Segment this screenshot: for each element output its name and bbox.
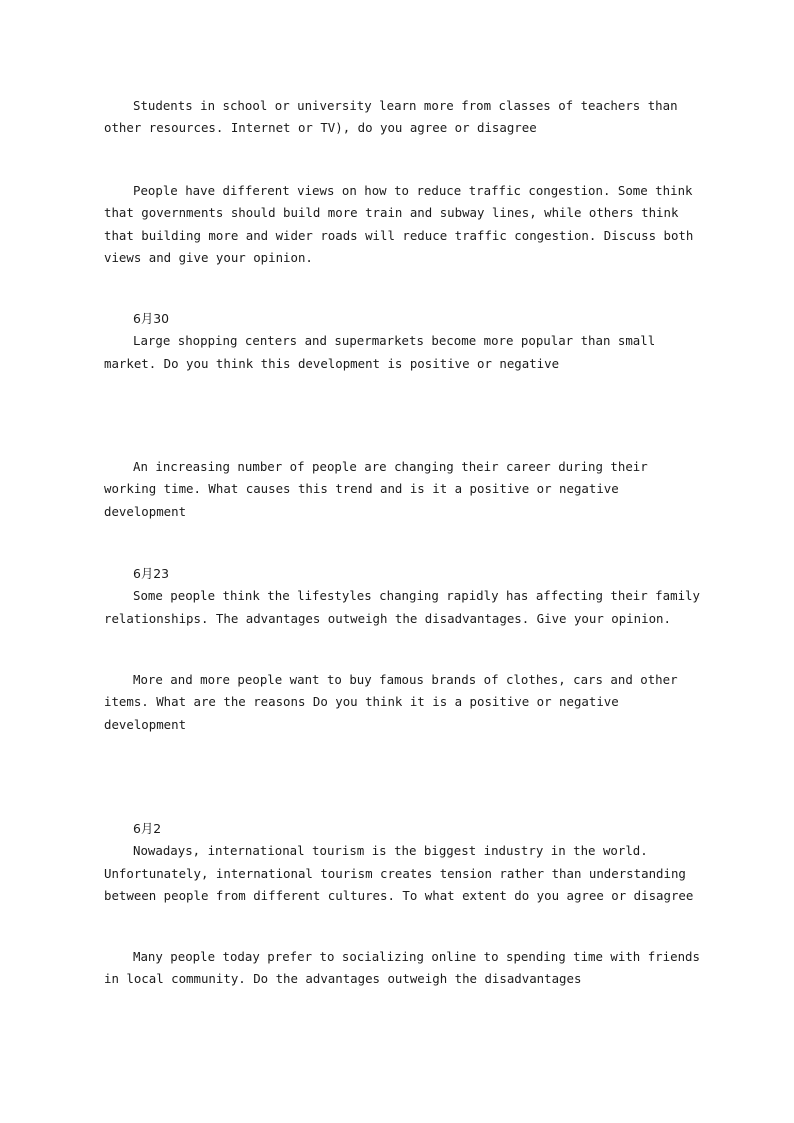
topic-2 bbox=[104, 180, 704, 269]
topic-line: Some people think the lifestyles changing rapidly has affecting their family bbox=[133, 588, 700, 604]
topic-line: relationships. The advantages outweigh the disadvantages. Give your opinion. bbox=[104, 610, 671, 626]
topic-4 bbox=[104, 456, 704, 523]
topic-line: market. Do you think this development is positive or negative bbox=[104, 355, 560, 371]
topic-line: Many people today prefer to socializing online to spending time with friends bbox=[133, 949, 700, 964]
topic-line: between people from different cultures. To what extent do you agree or disagree bbox=[104, 887, 694, 903]
topic-line: Large shopping centers and supermarkets become more popular than small bbox=[133, 333, 656, 349]
topic-line: views and give your opinion. bbox=[104, 249, 313, 265]
topic-line: An increasing number of people are changing their career during their bbox=[133, 459, 648, 474]
topic-line: Nowadays, international tourism is the biggest industry in the world. bbox=[133, 843, 648, 859]
topic-line: that governments should build more train and subway lines, while others think bbox=[104, 205, 679, 221]
date-heading: 6月23 bbox=[133, 566, 170, 581]
topic-5 bbox=[104, 563, 704, 630]
topic-line: in local community. Do the advantages outweigh the disadvantages bbox=[104, 971, 582, 987]
topic-6 bbox=[104, 669, 704, 736]
topic-line: Unfortunately, international tourism creates tension rather than understanding bbox=[104, 865, 686, 881]
topic-3 bbox=[104, 308, 704, 375]
topic-line: development bbox=[104, 716, 187, 732]
topic-line: More and more people want to buy famous brands of clothes, cars and other bbox=[133, 672, 678, 687]
topic-line: working time. What causes this trend and is it a positive or negative bbox=[104, 481, 619, 497]
topic-1 bbox=[104, 95, 704, 140]
date-heading: 6月30 bbox=[133, 311, 170, 326]
date-heading: 6月2 bbox=[133, 821, 162, 836]
topic-line: development bbox=[104, 503, 187, 519]
topic-8 bbox=[104, 946, 704, 991]
topic-line: Students in school or university learn more from classes of teachers than bbox=[133, 98, 678, 113]
topic-7 bbox=[104, 818, 704, 907]
topic-line: People have different views on how to reduce traffic congestion. Some think bbox=[133, 183, 693, 198]
topic-line: items. What are the reasons Do you think it is a positive or negative bbox=[104, 694, 619, 710]
topic-line: that building more and wider roads will reduce traffic congestion. Discuss both bbox=[104, 227, 694, 243]
topic-line: other resources. Internet or TV), do you agree or disagree bbox=[104, 120, 537, 136]
